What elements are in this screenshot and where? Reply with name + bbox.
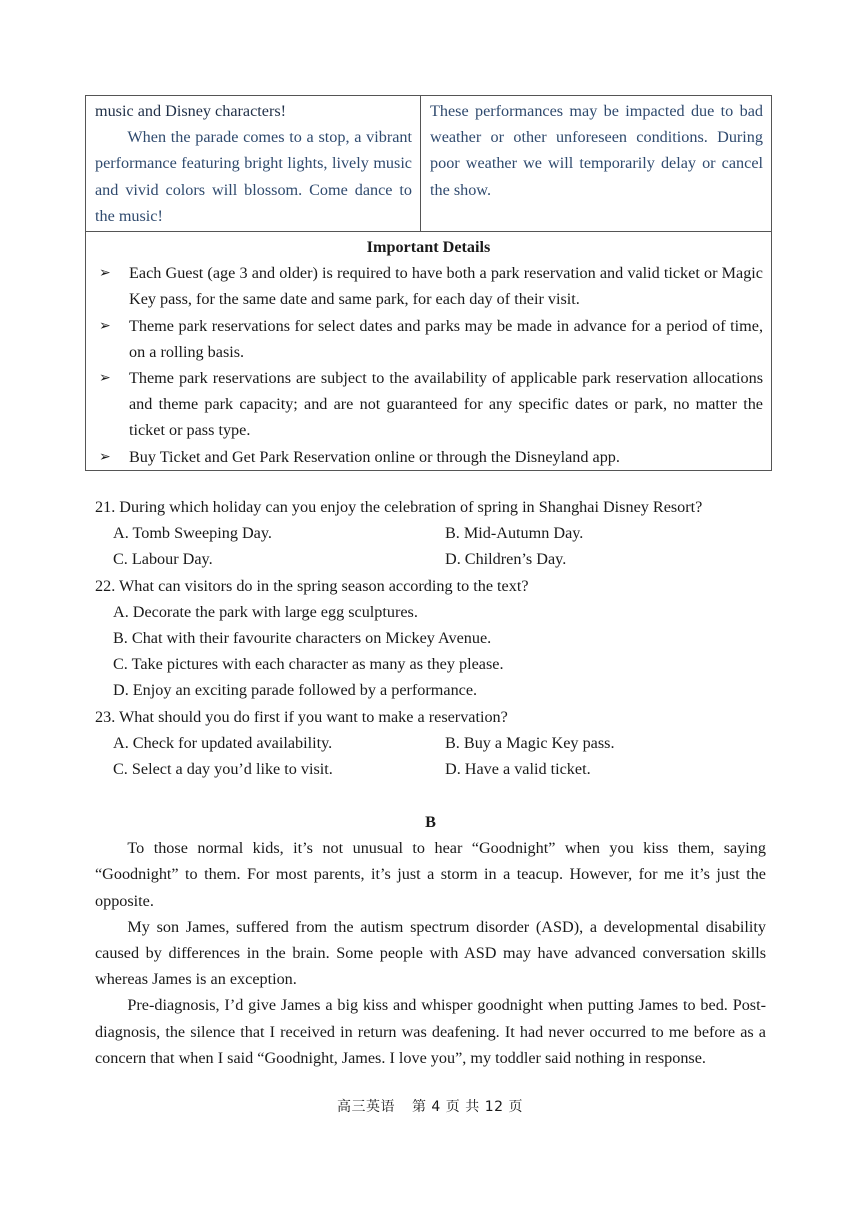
footer-page-number: 第 4 页 共 12 页 xyxy=(411,1099,523,1115)
cell-text-line: music and Disney characters! xyxy=(95,102,287,120)
option-c: C. Labour Day. xyxy=(113,550,213,569)
list-item xyxy=(94,313,763,365)
list-item-text: Each Guest (age 3 and older) is required to have both a park reservation and valid ticket or Magic Key pass, for the same date and same park, for each day of their visit. xyxy=(129,264,763,309)
option-row xyxy=(95,756,771,782)
arrowhead-bullet-icon: ➢ xyxy=(99,317,111,334)
cell-paragraph: These performances may be impacted due to bad weather or other unforeseen conditions. During poor weather we will temporarily delay or cancel the show. xyxy=(430,102,763,199)
option-a: A. Check for updated availability. xyxy=(113,733,333,752)
arrowhead-bullet-icon: ➢ xyxy=(99,448,111,465)
table-cell-parade xyxy=(86,96,421,231)
arrowhead-bullet-icon: ➢ xyxy=(99,370,111,387)
list-item xyxy=(94,260,763,312)
cell-paragraph: When the parade comes to a stop, a vibrant performance featuring bright lights, lively music and vivid colors will blossom. Come dance to the music! xyxy=(95,128,412,225)
question-23 xyxy=(95,704,771,783)
passage-paragraph: To those normal kids, it’s not unusual to hear “Goodnight” when you kiss them, saying “Goodnight” to them. For most parents, it’s just a storm in a teacup. However, for me it’s just the opposite. xyxy=(95,839,766,910)
option-c: C. Select a day you’d like to visit. xyxy=(113,760,333,779)
option-b: B. Buy a Magic Key pass. xyxy=(445,733,615,752)
details-title: Important Details xyxy=(366,238,491,257)
table-row xyxy=(86,96,771,232)
option-c: C. Take pictures with each character as many as they please. xyxy=(113,655,504,674)
list-item-text: Buy Ticket and Get Park Reservation online or through the Disneyland app. xyxy=(129,447,620,466)
list-item-text: Theme park reservations for select dates and parks may be made in advance for a period of time, on a rolling basis. xyxy=(129,316,763,361)
option-row xyxy=(95,520,771,546)
list-item xyxy=(94,444,763,470)
option-b: B. Mid-Autumn Day. xyxy=(445,524,584,543)
footer-subject: 高三英语 xyxy=(337,1099,396,1115)
option-d: D. Enjoy an exciting parade followed by a performance. xyxy=(113,681,478,700)
passage-paragraph: Pre-diagnosis, I’d give James a big kiss and whisper goodnight when putting James to bed. Post-diagnosis, the silence that I received in return was deafening. It had never occurred to me before as a concern that when I said “Goodnight, James. I love you”, my toddler said nothing in response. xyxy=(95,996,766,1067)
info-table xyxy=(85,95,772,471)
question-list xyxy=(95,494,771,782)
option-a: A. Tomb Sweeping Day. xyxy=(113,524,272,543)
section-title: B xyxy=(425,813,436,831)
arrowhead-bullet-icon: ➢ xyxy=(99,265,111,282)
question-21 xyxy=(95,494,771,573)
list-item xyxy=(94,365,763,444)
option-b: B. Chat with their favourite characters on Mickey Avenue. xyxy=(113,629,492,648)
question-stem: 21. During which holiday can you enjoy the celebration of spring in Shanghai Disney Resort? xyxy=(95,498,703,516)
option-a: A. Decorate the park with large egg sculptures. xyxy=(113,602,418,621)
question-22 xyxy=(95,573,771,704)
list-item-text: Theme park reservations are subject to the availability of applicable park reservation allocations and theme park capacity; and are not guaranteed for any specific dates or park, no matter the ticket or pass type. xyxy=(129,369,763,440)
important-details xyxy=(86,232,771,470)
option-d: D. Children’s Day. xyxy=(445,550,567,569)
passage-paragraph: My son James, suffered from the autism spectrum disorder (ASD), a developmental disability caused by differences in the brain. Some people with ASD may have advanced conversation skills whereas James is an exception. xyxy=(95,917,766,989)
option-row xyxy=(95,546,771,572)
question-stem: 23. What should you do first if you want to make a reservation? xyxy=(95,707,508,726)
table-cell-weather-note xyxy=(421,96,771,231)
option-row xyxy=(95,730,771,756)
option-d: D. Have a valid ticket. xyxy=(445,760,591,779)
passage-b xyxy=(95,809,766,1071)
question-stem: 22. What can visitors do in the spring season according to the text? xyxy=(95,576,529,595)
page-footer xyxy=(0,1096,860,1116)
